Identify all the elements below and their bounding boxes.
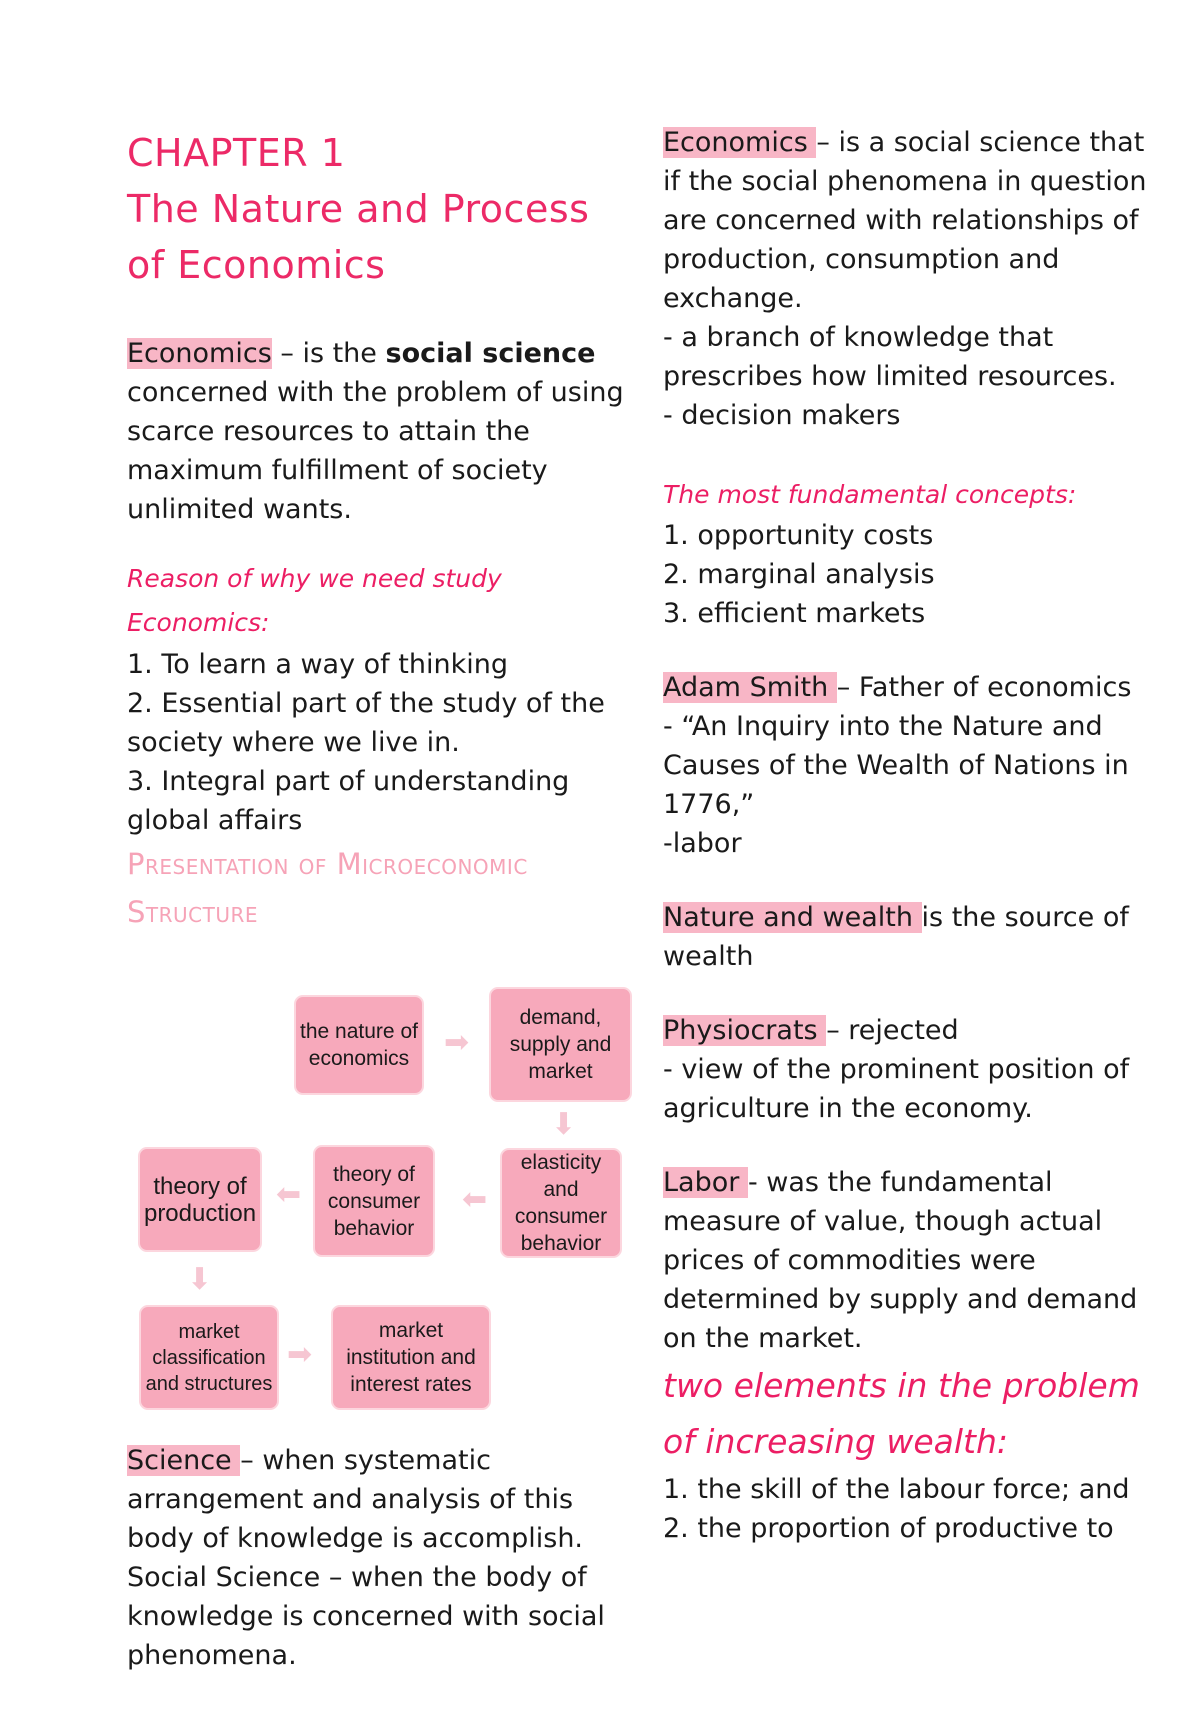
term-science: Science (127, 1445, 241, 1476)
physiocrats-definition: Physiocrats – rejected (663, 1015, 959, 1046)
box-market-institution: market institution and interest rates (331, 1305, 491, 1410)
reason-item: 3. Integral part of understanding global affairs (127, 766, 570, 836)
term-economics: Economics (127, 338, 272, 369)
left-column (127, 125, 632, 936)
concepts-heading: The most fundamental concepts: (663, 480, 1077, 509)
economics-bullet: - decision makers (663, 400, 901, 431)
microeconomic-structure-diagram (127, 985, 647, 1425)
term-nature-and-wealth: Nature and wealth (663, 902, 922, 933)
term-adam-smith: Adam Smith (663, 672, 837, 703)
economics-definition-2: Economics – is a social science that if the social phenomena in question are concerned with relationships of production, consumption and exchange. (663, 127, 1147, 314)
reason-item: 2. Essential part of the study of the society where we live in. (127, 688, 605, 758)
arrow-down-icon: ⬇ (187, 1262, 213, 1297)
term-physiocrats: Physiocrats (663, 1015, 827, 1046)
reason-item: 1. To learn a way of thinking (127, 649, 508, 680)
arrow-right-icon: ➡ (287, 1337, 313, 1372)
two-elements-heading: two elements in the problem of increasing wealth: (663, 1366, 1140, 1461)
presentation-heading: Presentation of Microeconomic Structure (127, 847, 528, 929)
box-demand-supply-market: demand, supply and market (489, 987, 632, 1102)
box-theory-consumer-behavior: theory of consumer behavior (313, 1145, 435, 1257)
concept-item: 1. opportunity costs (663, 520, 934, 551)
nature-wealth-definition: Nature and wealth is the source of wealth (663, 902, 1129, 972)
economics-bullet: - a branch of knowledge that prescribes how limited resources. (663, 322, 1117, 392)
economics-definition: Economics – is the social science concerned with the problem of using scarce resources to attain the maximum fulfillment of society unlimited wants. (127, 338, 624, 525)
chapter-title-line-1: The Nature and Process (127, 187, 590, 231)
chapter-number: CHAPTER 1 (127, 131, 346, 175)
adam-smith-bullet: -labor (663, 828, 742, 859)
arrow-down-icon: ⬇ (551, 1107, 577, 1142)
arrow-left-icon: ⬅ (276, 1177, 302, 1212)
social-science-definition: Social Science – when the body of knowledge is concerned with social phenomena. (127, 1562, 605, 1671)
arrow-left-icon: ⬅ (462, 1182, 488, 1217)
term-labor: Labor (663, 1167, 748, 1198)
chapter-title-line-2: of Economics (127, 243, 386, 287)
concept-item: 2. marginal analysis (663, 559, 935, 590)
adam-smith-bullet: - “An Inquiry into the Nature and Causes of the Wealth of Nations in 1776,” (663, 711, 1129, 820)
box-nature-of-economics: the nature of economics (294, 995, 424, 1095)
science-definition: Science – when systematic arrangement and analysis of this body of knowledge is accomplish. (127, 1445, 584, 1554)
right-column (663, 123, 1163, 1548)
box-market-classification: market classification and structures (139, 1305, 279, 1410)
concept-item: 3. efficient markets (663, 598, 926, 629)
box-theory-of-production: theory of production (138, 1147, 262, 1252)
science-section (127, 1441, 637, 1675)
adam-smith-definition: Adam Smith – Father of economics (663, 672, 1132, 703)
term-economics: Economics (663, 127, 817, 158)
element-item: 2. the proportion of productive to (663, 1513, 1114, 1544)
arrow-right-icon: ➡ (444, 1025, 470, 1060)
box-elasticity-consumer-behavior: elasticity and consumer behavior (500, 1148, 622, 1258)
physiocrats-bullet: - view of the prominent position of agriculture in the economy. (663, 1054, 1130, 1124)
labor-definition: Labor - was the fundamental measure of value, though actual prices of commodities were determined by supply and demand on the market. (663, 1167, 1138, 1354)
element-item: 1. the skill of the labour force; and (663, 1474, 1130, 1505)
reason-heading: Reason of why we need study Economics: (127, 564, 502, 637)
chapter-title (127, 125, 632, 293)
